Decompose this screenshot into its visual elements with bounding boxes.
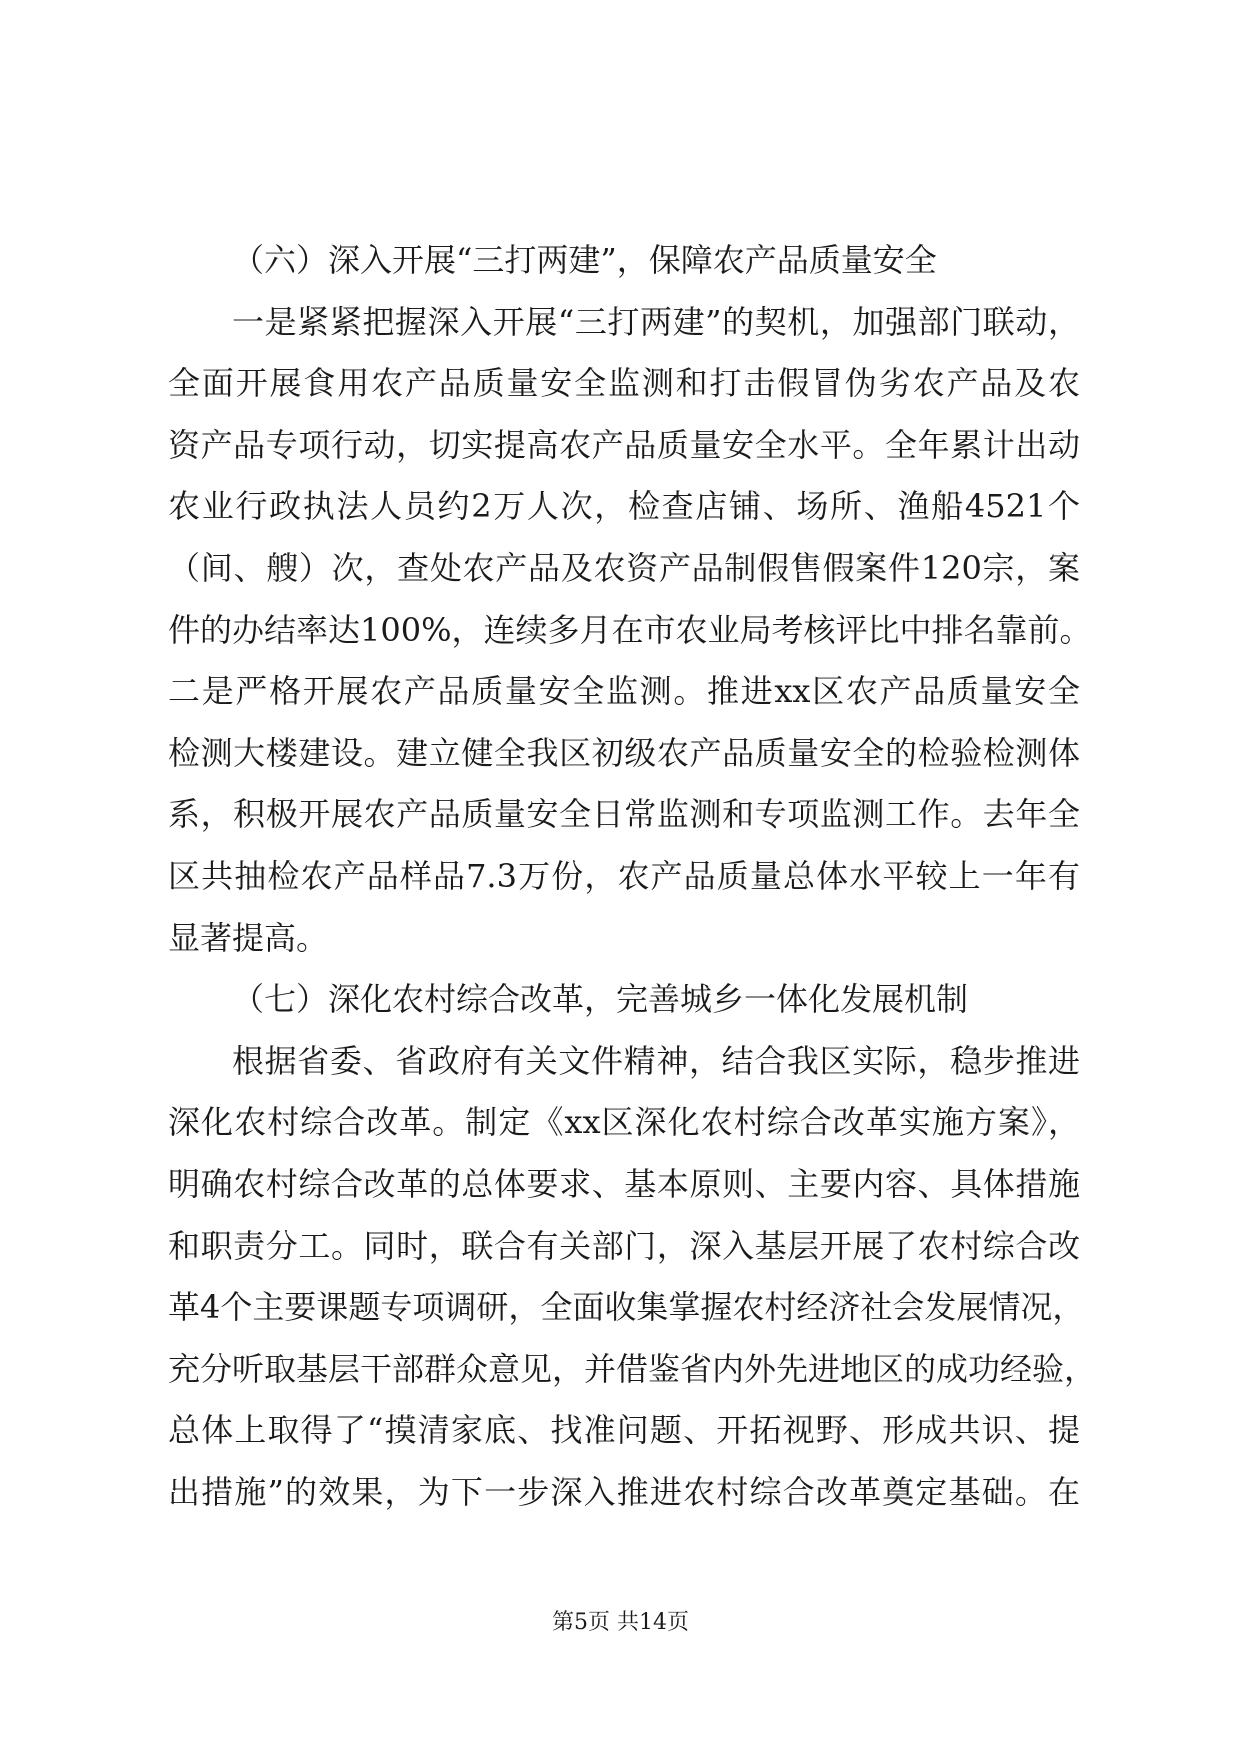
- paragraph-line: 出措施”的效果，为下一步深入推进农村综合改革奠定基础。在: [168, 1472, 1080, 1511]
- document-body: [168, 230, 1097, 1523]
- paragraph-line: 检测大楼建设。建立健全我区初级农产品质量安全的检验检测体: [168, 733, 1080, 772]
- paragraph-line: 系，积极开展农产品质量安全日常监测和专项监测工作。去年全: [168, 795, 1080, 834]
- paragraph-line: 总体上取得了“摸清家底、找准问题、开拓视野、形成共识、提: [168, 1411, 1080, 1450]
- paragraph-line: 件的办结率达100%，连续多月在市农业局考核评比中排名靠前。: [168, 610, 1092, 649]
- paragraph-line: （间、艘）次，查处农产品及农资产品制假售假案件120宗，案: [168, 548, 1080, 587]
- page-number-footer: 第5页 共14页: [552, 1610, 689, 1635]
- paragraph-line: 资产品专项行动，切实提高农产品质量安全水平。全年累计出动: [168, 425, 1080, 464]
- paragraph-line: 和职责分工。同时，联合有关部门，深入基层开展了农村综合改: [168, 1226, 1080, 1265]
- paragraph-line: 根据省委、省政府有关文件精神，结合我区实际，稳步推进: [232, 1041, 1080, 1080]
- paragraph-line: 深化农村综合改革。制定《xx区深化农村综合改革实施方案》，: [168, 1103, 1080, 1142]
- section-heading-6: （六）深入开展“三打两建”，保障农产品质量安全: [232, 241, 937, 279]
- paragraph-line: 区共抽检农产品样品7.3万份，农产品质量总体水平较上一年有: [168, 856, 1080, 895]
- paragraph-line: 全面开展食用农产品质量安全监测和打击假冒伪劣农产品及农: [168, 364, 1080, 403]
- section-heading-7: （七）深化农村综合改革，完善城乡一体化发展机制: [232, 980, 969, 1019]
- paragraph-line: 二是严格开展农产品质量安全监测。推进xx区农产品质量安全: [168, 672, 1080, 711]
- paragraph-line: 充分听取基层干部群众意见，并借鉴省内外先进地区的成功经验，: [168, 1349, 1097, 1388]
- paragraph-line: 显著提高。: [168, 918, 329, 957]
- paragraph-line: 明确农村综合改革的总体要求、基本原则、主要内容、具体措施: [168, 1164, 1080, 1203]
- paragraph-line: 革4个主要课题专项调研，全面收集掌握农村经济社会发展情况，: [168, 1288, 1085, 1327]
- paragraph-line: 农业行政执法人员约2万人次，检查店铺、场所、渔船4521个: [168, 487, 1080, 526]
- paragraph-line: 一是紧紧把握深入开展“三打两建”的契机，加强部门联动，: [232, 302, 1080, 341]
